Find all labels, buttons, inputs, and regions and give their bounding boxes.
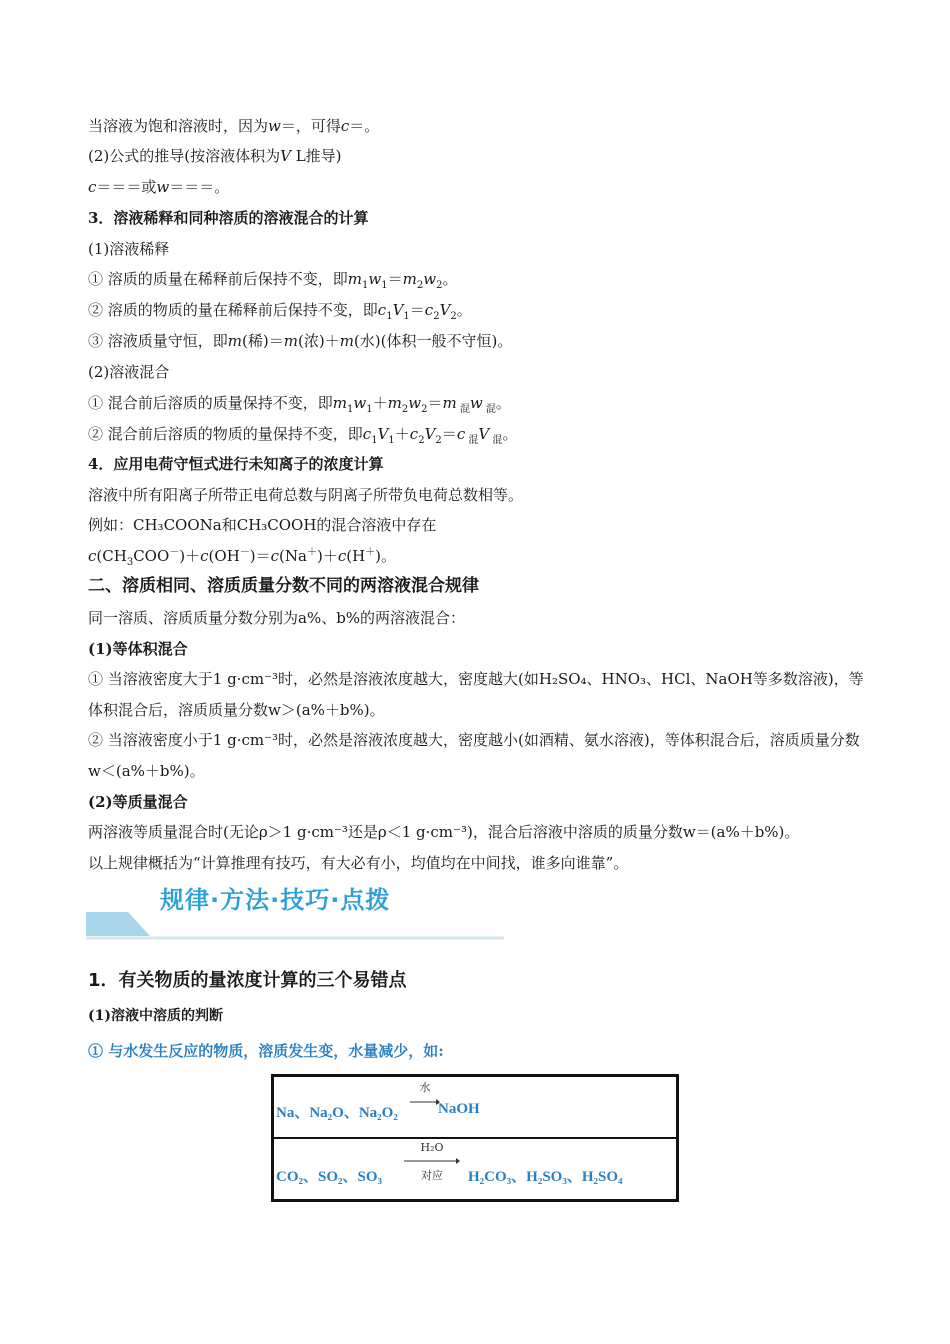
arrow-icon xyxy=(404,1158,460,1164)
pitfall-1-item: ① 与水发生反应的物质，溶质发生变，水量减少，如: xyxy=(88,1042,444,1060)
arrow-icon xyxy=(410,1099,440,1105)
arrow-label: 水 xyxy=(419,1081,431,1094)
mixing-rule-1: ① 混合前后溶质的质量保持不变，即$m_1w_1+m_2w_2=m$ $_混$w $_混$。 xyxy=(88,394,511,415)
dilution-rule-1: ① 溶质的质量在稀释前后保持不变，即$m_1w_1=m_2w_2$。 xyxy=(88,270,458,291)
subheading-equal-volume: (1)等体积混合 xyxy=(88,640,188,658)
banner-bar xyxy=(86,912,150,936)
var-v: V xyxy=(280,147,291,165)
reaction-cell-1 xyxy=(273,1076,678,1139)
reactants-2: CO₂、SO₂、SO₃ xyxy=(276,1169,383,1185)
formula-line xyxy=(88,177,868,197)
text: ① 混合前后溶质的质量保持不变，即 xyxy=(88,394,333,412)
reactants-1: Na、Na₂O、Na₂O₂ xyxy=(276,1105,398,1121)
text: ＝＝＝或 xyxy=(96,178,157,196)
section2-intro: 同一溶质、溶质质量分数分别为a%、b%的两溶液混合： xyxy=(88,609,466,627)
arrow-label-top: H₂O xyxy=(420,1141,444,1154)
var-c: c xyxy=(340,117,350,135)
subheading-mixing: (2)溶液混合 xyxy=(88,363,170,381)
products-2: H₂CO₃、H₂SO₃、H₂SO₄ xyxy=(468,1169,623,1185)
text: ＝＝＝。 xyxy=(169,178,230,196)
text: ③ 溶液质量守恒，即 xyxy=(88,332,228,350)
equal-volume-rule-2: ② 当溶液密度小于1 g·cm⁻³时，必然是溶液浓度越大，密度越小(如酒精、氨水溶液)，等体积混合后，溶质质量分数w＜(a%＋b%)。 xyxy=(88,731,860,780)
var-w: w xyxy=(156,178,170,196)
heading-dilution: 3．溶液稀释和同种溶质的溶液混合的计算 xyxy=(88,209,369,227)
pitfalls-heading: 1．有关物质的量浓度计算的三个易错点 xyxy=(88,970,407,991)
text: (体积一般不守恒)。 xyxy=(380,332,513,350)
dilution-rule-3: ③ 溶液质量守恒，即m(稀)＝m(浓)＋m(水)(体积一般不守恒)。 xyxy=(88,332,513,350)
equal-volume-rule-1: ① 当溶液密度大于1 g·cm⁻³时，必然是溶液浓度越大，密度越大(如H₂SO₄、HNO₃、HCl、NaOH等多数溶液)，等体积混合后，溶质质量分数w＞(a%＋b%)。 xyxy=(88,670,864,719)
dilution-rule-2: ② 溶质的物质的量在稀释前后保持不变，即$c_1V_1=c_2V_2$。 xyxy=(88,301,472,322)
text: ② 溶质的物质的量在稀释前后保持不变，即 xyxy=(88,301,378,319)
charge-equation: $c(CH_3COO^-)+c(OH^-)=c(Na^+)+c(H^+)$。 xyxy=(88,547,397,568)
equal-mass-rule: 两溶液等质量混合时(无论ρ＞1 g·cm⁻³还是ρ＜1 g·cm⁻³)，混合后溶液中溶质的质量分数w＝(a%＋b%)。 xyxy=(88,823,800,841)
charge-rule: 溶液中所有阳离子所带正电荷总数与阴离子所带负电荷总数相等。 xyxy=(88,486,524,504)
table-row xyxy=(273,1076,678,1139)
text: ＝。 xyxy=(349,117,380,135)
heading-charge-conservation: 4．应用电荷守恒式进行未知离子的浓度计算 xyxy=(88,455,384,473)
text: (2)公式的推导(按溶液体积为 xyxy=(88,147,281,165)
arrow-water xyxy=(410,1079,440,1108)
summary-line: 以上规律概括为“计算推理有技巧，有大必有小，均值均在中间找，谁多向谁靠”。 xyxy=(88,854,629,872)
product-1: NaOH xyxy=(438,1101,480,1117)
subheading-equal-mass: (2)等质量混合 xyxy=(88,793,188,811)
text: ① 溶质的质量在稀释前后保持不变，即 xyxy=(88,270,348,288)
table-row xyxy=(273,1138,678,1201)
text: ＝，可得 xyxy=(280,117,341,135)
section-heading-2: 二、溶质相同、溶质质量分数不同的两溶液混合规律 xyxy=(88,576,479,596)
text: ② 混合前后溶质的物质的量保持不变，即 xyxy=(88,425,363,443)
subheading-dilution: (1)溶液稀释 xyxy=(88,240,170,258)
saturated-solution-line xyxy=(88,116,868,136)
arrow-h2o xyxy=(404,1141,460,1183)
formula-derivation-line xyxy=(88,146,868,166)
pitfall-1-heading: (1)溶液中溶质的判断 xyxy=(88,1008,223,1024)
var-c: c xyxy=(88,178,97,196)
arrow-label-bottom: 对应 xyxy=(421,1169,443,1182)
var-w: w xyxy=(268,117,281,135)
text: 当溶液为饱和溶液时，因为 xyxy=(88,117,269,135)
text: L推导) xyxy=(290,147,342,165)
mixing-rule-2: ② 混合前后溶质的物质的量保持不变，即$c_1V_1+c_2V_2=c$ $_混$V $_混$。 xyxy=(88,425,518,446)
reaction-table xyxy=(271,1074,679,1202)
banner-title: 规律·方法·技巧·点拨 xyxy=(160,886,391,914)
reaction-cell-2 xyxy=(273,1138,678,1201)
charge-example: 例如：CH₃COONa和CH₃COOH的混合溶液中存在 xyxy=(88,516,437,534)
